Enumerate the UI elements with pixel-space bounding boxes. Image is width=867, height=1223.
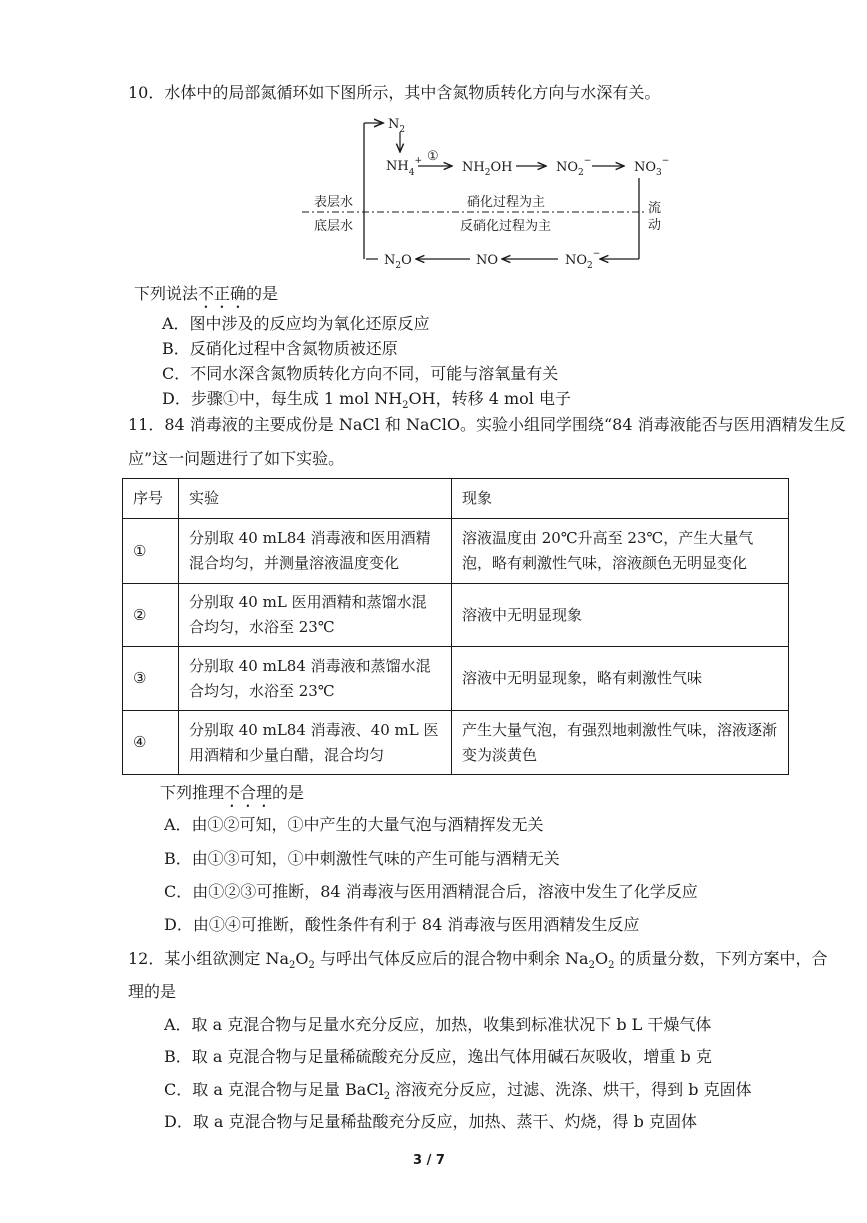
q11-option-b: B．由①③可知，①中刺激性气味的产生可能与酒精无关 xyxy=(164,849,560,868)
table-row xyxy=(123,584,789,647)
q12-stem-line2: 理的是 xyxy=(128,982,177,1001)
no2-top-label: $NO_2^-$ xyxy=(556,156,592,178)
no-label: NO xyxy=(476,253,499,268)
q12-option-b: B．取 a 克混合物与足量稀硫酸充分反应，逸出气体用碱石灰吸收，增重 b 克 xyxy=(164,1047,712,1066)
q10-option-c: C．不同水深含氮物质转化方向不同，可能与溶氧量有关 xyxy=(162,364,559,383)
q12-option-d: D．取 a 克混合物与足量稀盐酸充分反应，加热、蒸干、灼烧，得 b 克固体 xyxy=(164,1112,697,1131)
row-index: ③ xyxy=(123,647,179,711)
nh2oh-label: $NH_2OH$ xyxy=(462,160,513,178)
n2o-label: $N_2O$ xyxy=(384,253,412,271)
table-row xyxy=(123,647,789,711)
q11-option-a: A．由①②可知，①中产生的大量气泡与酒精挥发无关 xyxy=(164,815,544,834)
bottom-water-label: 底层水 xyxy=(314,219,354,234)
q11-stem-line2: 应”这一问题进行了如下实验。 xyxy=(128,449,345,468)
nitrogen-cycle-diagram xyxy=(290,108,690,276)
row-phenomenon: 产生大量气泡，有强烈地刺激性气味，溶液逐渐变为淡黄色 xyxy=(452,711,789,775)
row-experiment: 分别取 40 mL84 消毒液和医用酒精混合均匀，并测量溶液温度变化 xyxy=(179,519,452,584)
q10-option-a: A．图中涉及的反应均为氧化还原反应 xyxy=(162,314,430,333)
q12-stem-line1: 12．某小组欲测定 $Na_2O_2$ 与呼出气体反应后的混合物中剩余 $Na_2O_2$ 的质量分数，下列方案中，合 xyxy=(128,949,828,972)
n2-top-label: $N_2$ xyxy=(388,117,406,135)
table-row xyxy=(123,711,789,775)
q10-option-b: B．反硝化过程中含氮物质被还原 xyxy=(162,339,398,358)
header-phenomenon: 现象 xyxy=(452,479,789,519)
q10-stem: 10．水体中的局部氮循环如下图所示，其中含氮物质转化方向与水深有关。 xyxy=(128,83,661,102)
table-row xyxy=(123,519,789,584)
q12-option-c: C．取 a 克混合物与足量 BaCl$_2$ 溶液充分反应，过滤、洗涤、烘干，得到 b 克固体 xyxy=(164,1080,752,1103)
header-index: 序号 xyxy=(123,479,179,519)
nh4-label: $NH_4^+$ xyxy=(386,156,422,178)
q11-option-d: D．由①④可推断，酸性条件有利于 84 消毒液与医用酒精发生反应 xyxy=(164,915,640,934)
q11-stem-line1: 11．84 消毒液的主要成份是 NaCl 和 NaClO。实验小组同学围绕“84 消毒液能否与医用酒精发生反 xyxy=(128,415,846,434)
denitrification-label: 反硝化过程为主 xyxy=(460,219,552,234)
page-number: 3 / 7 xyxy=(413,1153,445,1168)
q11-prompt: 下列推理不合理的是 xyxy=(160,783,305,802)
q10-prompt: 下列说法不正确的是 xyxy=(134,284,279,303)
flow-label-1: 流 xyxy=(648,201,662,216)
nitrification-label: 硝化过程为主 xyxy=(467,195,546,210)
row-index: ② xyxy=(123,584,179,647)
no3-label: $NO_3^-$ xyxy=(634,156,670,178)
experiment-table xyxy=(122,478,789,775)
no2-bottom-label: $NO_2^-$ xyxy=(565,249,601,271)
q11-option-c: C．由①②③可推断，84 消毒液与医用酒精混合后，溶液中发生了化学反应 xyxy=(164,882,698,901)
row-index: ④ xyxy=(123,711,179,775)
header-experiment: 实验 xyxy=(179,479,452,519)
row-experiment: 分别取 40 mL84 消毒液和蒸馏水混合均匀，水浴至 23℃ xyxy=(179,647,452,711)
q12-option-a: A．取 a 克混合物与足量水充分反应，加热，收集到标准状况下 b L 干燥气体 xyxy=(164,1015,712,1034)
q10-option-d: D．步骤①中，每生成 1 mol $NH_2OH$，转移 4 mol 电子 xyxy=(162,389,571,412)
row-phenomenon: 溶液中无明显现象 xyxy=(452,584,789,647)
flow-label-2: 动 xyxy=(648,218,662,233)
surface-water-label: 表层水 xyxy=(314,195,354,210)
table-header-row xyxy=(123,479,789,519)
row-index: ① xyxy=(123,519,179,584)
step-1-label: ① xyxy=(427,149,439,164)
row-phenomenon: 溶液温度由 20℃升高至 23℃，产生大量气泡，略有刺激性气味，溶液颜色无明显变化 xyxy=(452,519,789,584)
row-phenomenon: 溶液中无明显现象，略有刺激性气味 xyxy=(452,647,789,711)
row-experiment: 分别取 40 mL 医用酒精和蒸馏水混合均匀，水浴至 23℃ xyxy=(179,584,452,647)
row-experiment: 分别取 40 mL84 消毒液、40 mL 医用酒精和少量白醋，混合均匀 xyxy=(179,711,452,775)
